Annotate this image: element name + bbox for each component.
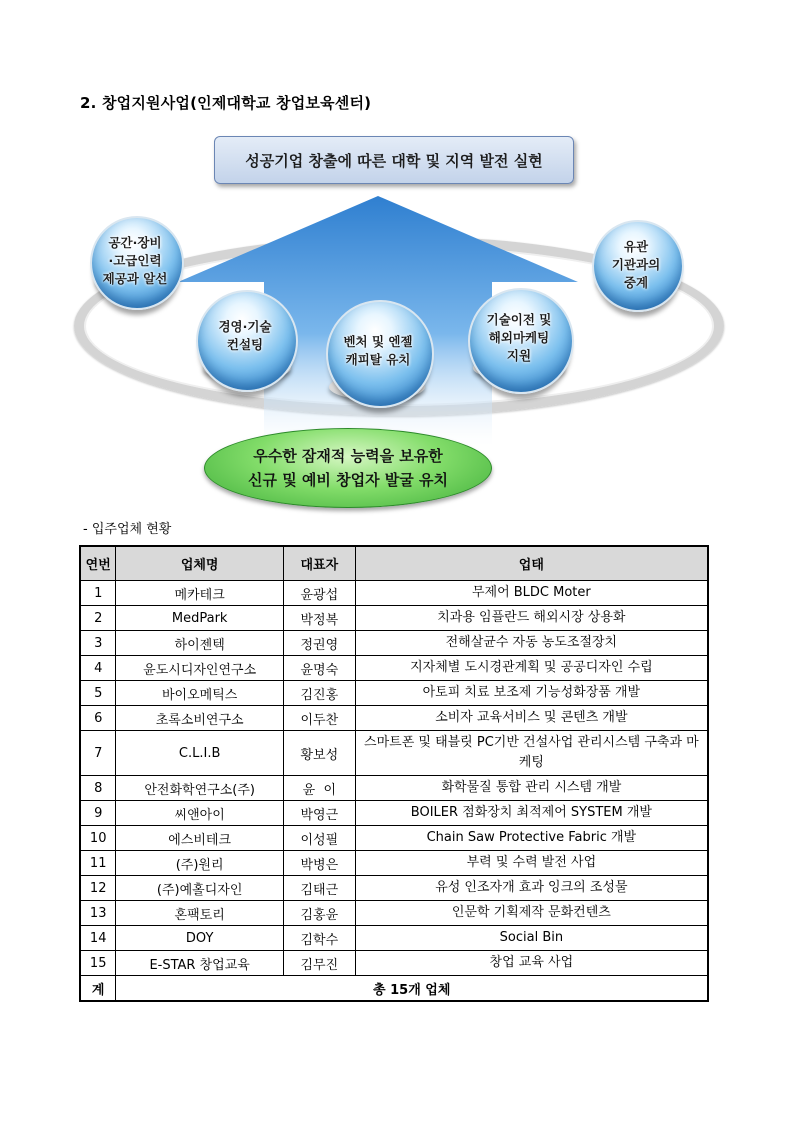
total-label: 계 bbox=[80, 976, 116, 1002]
cell-no: 3 bbox=[80, 631, 116, 656]
cell-no: 10 bbox=[80, 826, 116, 851]
cell-no: 14 bbox=[80, 926, 116, 951]
cell-ceo: 이두찬 bbox=[283, 706, 355, 731]
cell-business: 지자체별 도시경관계획 및 공공디자인 수립 bbox=[355, 656, 708, 681]
table-row bbox=[80, 606, 708, 631]
cell-business: 스마트폰 및 태블릿 PC기반 건설사업 관리시스템 구축과 마케팅 bbox=[355, 731, 708, 776]
cell-ceo: 김진홍 bbox=[283, 681, 355, 706]
cell-ceo: 윤광섭 bbox=[283, 581, 355, 606]
cell-no: 15 bbox=[80, 951, 116, 976]
cell-business: 창업 교육 사업 bbox=[355, 951, 708, 976]
table-row bbox=[80, 706, 708, 731]
table-row bbox=[80, 801, 708, 826]
cell-ceo: 박영근 bbox=[283, 801, 355, 826]
cell-business: Social Bin bbox=[355, 926, 708, 951]
cell-ceo: 박병은 bbox=[283, 851, 355, 876]
table-total-row bbox=[80, 976, 708, 1002]
cell-business: 무제어 BLDC Moter bbox=[355, 581, 708, 606]
cell-company: (주)예홀디자인 bbox=[116, 876, 284, 901]
section-heading: 2. 창업지원사업(인제대학교 창업보육센터) bbox=[80, 94, 372, 112]
table-row bbox=[80, 826, 708, 851]
cell-ceo: 정권영 bbox=[283, 631, 355, 656]
cell-company: 하이젠텍 bbox=[116, 631, 284, 656]
table-row bbox=[80, 731, 708, 776]
tenant-status-subtitle: - 입주업체 현황 bbox=[83, 522, 172, 537]
sphere-label: 유관 기관과의 중계 bbox=[611, 239, 661, 290]
cell-business: 화학물질 통합 관리 시스템 개발 bbox=[355, 776, 708, 801]
cell-company: E-STAR 창업교육 bbox=[116, 951, 284, 976]
cell-ceo: 윤명숙 bbox=[283, 656, 355, 681]
table-row bbox=[80, 926, 708, 951]
target-line-2: 신규 및 예비 창업자 발굴 유치 bbox=[248, 471, 448, 489]
cell-business: 소비자 교육서비스 및 콘텐츠 개발 bbox=[355, 706, 708, 731]
cell-ceo: 김학수 bbox=[283, 926, 355, 951]
cell-ceo: 김홍윤 bbox=[283, 901, 355, 926]
cell-company: DOY bbox=[116, 926, 284, 951]
cell-business: Chain Saw Protective Fabric 개발 bbox=[355, 826, 708, 851]
cell-company: 안전화학연구소(주) bbox=[116, 776, 284, 801]
cell-ceo: 이성필 bbox=[283, 826, 355, 851]
table-header-row bbox=[80, 546, 708, 581]
cell-business: 전해살균수 자동 농도조절장치 bbox=[355, 631, 708, 656]
cell-ceo: 김무진 bbox=[283, 951, 355, 976]
cell-no: 13 bbox=[80, 901, 116, 926]
cell-company: 에스비테크 bbox=[116, 826, 284, 851]
cell-company: 메카테크 bbox=[116, 581, 284, 606]
header-no: 연번 bbox=[80, 546, 116, 581]
target-line-1: 우수한 잠재적 능력을 보유한 bbox=[253, 447, 443, 465]
table-row bbox=[80, 951, 708, 976]
header-company: 업체명 bbox=[116, 546, 284, 581]
cell-no: 8 bbox=[80, 776, 116, 801]
cell-no: 7 bbox=[80, 731, 116, 776]
tenant-table bbox=[79, 545, 709, 1002]
table-row bbox=[80, 656, 708, 681]
cell-company: 씨앤아이 bbox=[116, 801, 284, 826]
sphere-label: 공간·장비 ·고급인력 제공과 알선 bbox=[102, 235, 168, 286]
cell-ceo: 윤 이 bbox=[283, 776, 355, 801]
cell-business: 유성 인조자개 효과 잉크의 조성물 bbox=[355, 876, 708, 901]
cell-no: 11 bbox=[80, 851, 116, 876]
cell-no: 1 bbox=[80, 581, 116, 606]
table-row bbox=[80, 581, 708, 606]
goal-box: 성공기업 창출에 따른 대학 및 지역 발전 실현 bbox=[214, 136, 574, 184]
sphere-label: 경영·기술 컨설팅 bbox=[218, 319, 272, 352]
table-row bbox=[80, 631, 708, 656]
cell-company: 혼팩토리 bbox=[116, 901, 284, 926]
cell-company: MedPark bbox=[116, 606, 284, 631]
table-row bbox=[80, 851, 708, 876]
cell-business: 인문학 기획제작 문화컨텐츠 bbox=[355, 901, 708, 926]
table-row bbox=[80, 901, 708, 926]
target-ellipse bbox=[204, 428, 492, 508]
cell-company: 바이오메틱스 bbox=[116, 681, 284, 706]
header-business: 업태 bbox=[355, 546, 708, 581]
cell-business: 부력 및 수력 발전 사업 bbox=[355, 851, 708, 876]
cell-ceo: 황보성 bbox=[283, 731, 355, 776]
cell-no: 9 bbox=[80, 801, 116, 826]
total-value: 총 15개 업체 bbox=[116, 976, 708, 1002]
cell-company: 윤도시디자인연구소 bbox=[116, 656, 284, 681]
sphere-label: 기술이전 및 해외마케팅 지원 bbox=[486, 312, 552, 363]
cell-company: C.L.I.B bbox=[116, 731, 284, 776]
cell-business: 아토피 치료 보조제 기능성화장품 개발 bbox=[355, 681, 708, 706]
cell-no: 12 bbox=[80, 876, 116, 901]
cell-no: 2 bbox=[80, 606, 116, 631]
cell-no: 5 bbox=[80, 681, 116, 706]
cell-business: BOILER 점화장치 최적제어 SYSTEM 개발 bbox=[355, 801, 708, 826]
cell-company: 초록소비연구소 bbox=[116, 706, 284, 731]
table-row bbox=[80, 876, 708, 901]
cell-ceo: 박정복 bbox=[283, 606, 355, 631]
cell-no: 6 bbox=[80, 706, 116, 731]
cell-company: (주)원리 bbox=[116, 851, 284, 876]
cell-no: 4 bbox=[80, 656, 116, 681]
header-ceo: 대표자 bbox=[283, 546, 355, 581]
table-row bbox=[80, 681, 708, 706]
startup-support-diagram bbox=[70, 130, 710, 510]
cell-ceo: 김태근 bbox=[283, 876, 355, 901]
cell-business: 치과용 임플란드 해외시장 상용화 bbox=[355, 606, 708, 631]
table-row bbox=[80, 776, 708, 801]
sphere-label: 벤처 및 엔젤 캐피탈 유치 bbox=[343, 334, 413, 367]
